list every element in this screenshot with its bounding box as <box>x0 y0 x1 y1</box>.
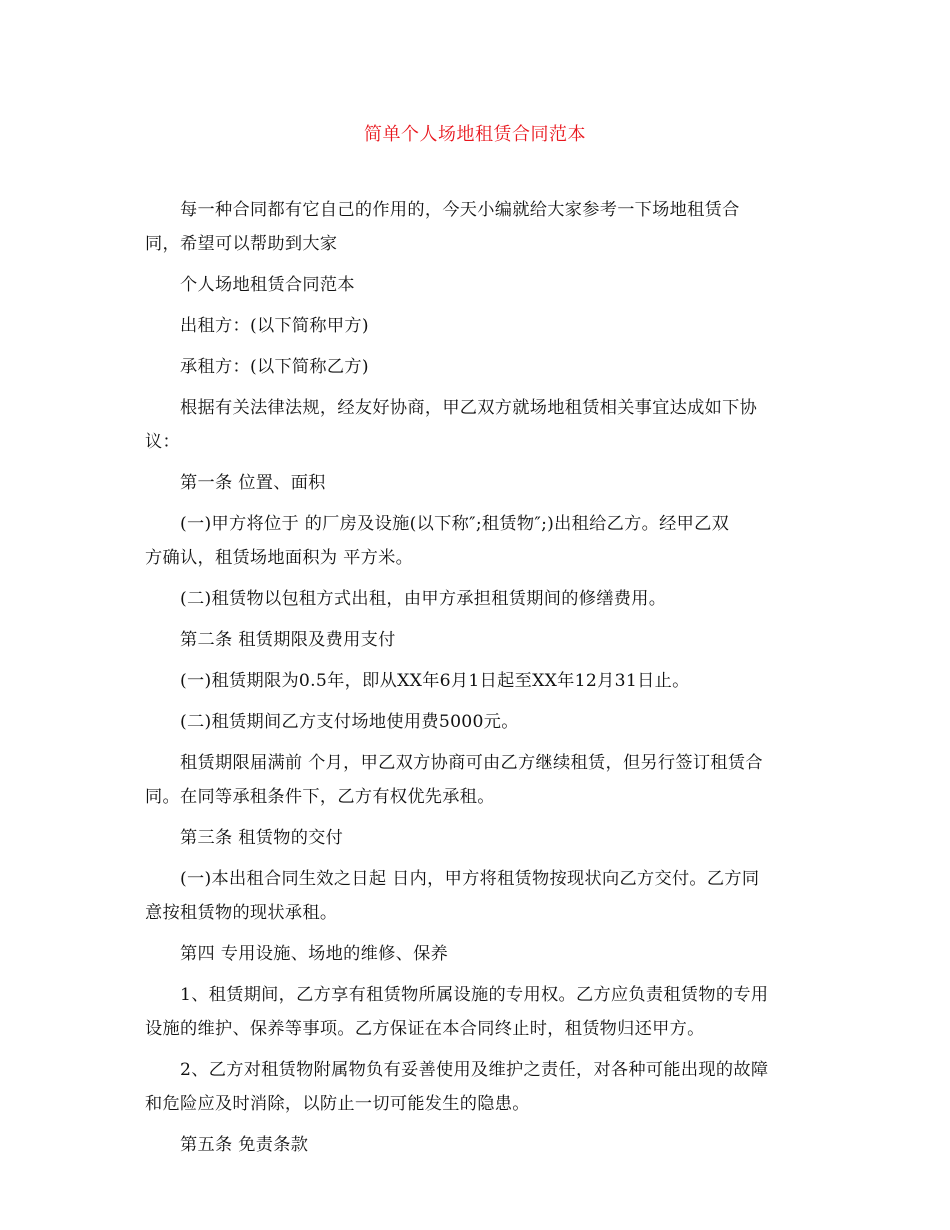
article-heading <box>145 1128 813 1162</box>
paragraph-clause <box>145 664 813 698</box>
paragraph-lessor <box>145 309 813 343</box>
paragraph-line: 第三条 租赁物的交付 <box>180 828 344 848</box>
paragraph-line: (二)租赁期间乙方支付场地使用费5000元。 <box>180 712 519 732</box>
paragraph-clause <box>145 1053 813 1121</box>
paragraph-line: 第一条 位置、面积 <box>180 473 326 493</box>
paragraph-line: (一)租赁期限为0.5年，即从XX年6月1日起至XX年12月31日止。 <box>180 671 690 691</box>
article-heading <box>145 623 813 657</box>
paragraph-line: 租赁期限届满前 个月，甲乙双方协商可由乙方继续租赁，但另行签订租赁合 <box>180 753 763 773</box>
article-heading <box>145 937 813 971</box>
paragraph-lessee <box>145 350 813 384</box>
paragraph-clause <box>145 705 813 739</box>
paragraph-line: 和危险应及时消除，以防止一切可能发生的隐患。 <box>145 1094 530 1114</box>
paragraph-clause <box>145 978 813 1046</box>
paragraph-preamble <box>145 391 813 459</box>
article-heading <box>145 821 813 855</box>
paragraph-clause <box>145 862 813 930</box>
paragraph-line: 2、乙方对租赁物附属物负有妥善使用及维护之责任，对各种可能出现的故障 <box>180 1060 769 1080</box>
paragraph-line: 第二条 租赁期限及费用支付 <box>180 630 396 650</box>
paragraph-line: (一)本出租合同生效之日起 日内，甲方将租赁物按现状向乙方交付。乙方同 <box>180 869 760 889</box>
paragraph-line: 每一种合同都有它自己的作用的，今天小编就给大家参考一下场地租赁合 <box>180 200 740 220</box>
article-heading <box>145 466 813 500</box>
paragraph-line: 方确认，租赁场地面积为 平方米。 <box>145 548 414 568</box>
paragraph-intro <box>145 193 813 261</box>
paragraph-line: 同。在同等承租条件下，乙方有权优先承租。 <box>145 787 495 807</box>
paragraph-line: 意按租赁物的现状承租。 <box>145 903 338 923</box>
paragraph-clause <box>145 582 813 616</box>
paragraph-line: 议： <box>145 432 180 452</box>
paragraph-line: 承租方：(以下简称乙方) <box>180 357 369 377</box>
paragraph-line: (一)甲方将位于 的厂房及设施(以下称″;租赁物″;)出租给乙方。经甲乙双 <box>180 514 730 534</box>
paragraph-subtitle <box>145 268 813 302</box>
document-body <box>145 193 813 1169</box>
paragraph-clause <box>145 507 813 575</box>
paragraph-line: 设施的维护、保养等事项。乙方保证在本合同终止时，租赁物归还甲方。 <box>145 1019 705 1039</box>
paragraph-line: 个人场地租赁合同范本 <box>180 275 355 295</box>
paragraph-line: 出租方：(以下简称甲方) <box>180 316 369 336</box>
paragraph-line: 第四 专用设施、场地的维修、保养 <box>180 944 449 964</box>
paragraph-line: 同，希望可以帮助到大家 <box>145 234 338 254</box>
paragraph-line: (二)租赁物以包租方式出租，由甲方承担租赁期间的修缮费用。 <box>180 589 667 609</box>
paragraph-clause <box>145 746 813 814</box>
paragraph-line: 1、租赁期间，乙方享有租赁物所属设施的专用权。乙方应负责租赁物的专用 <box>180 985 769 1005</box>
paragraph-line: 根据有关法律法规，经友好协商，甲乙双方就场地租赁相关事宜达成如下协 <box>180 398 758 418</box>
document-title: 简单个人场地租赁合同范本 <box>364 124 586 145</box>
paragraph-line: 第五条 免责条款 <box>180 1135 309 1155</box>
